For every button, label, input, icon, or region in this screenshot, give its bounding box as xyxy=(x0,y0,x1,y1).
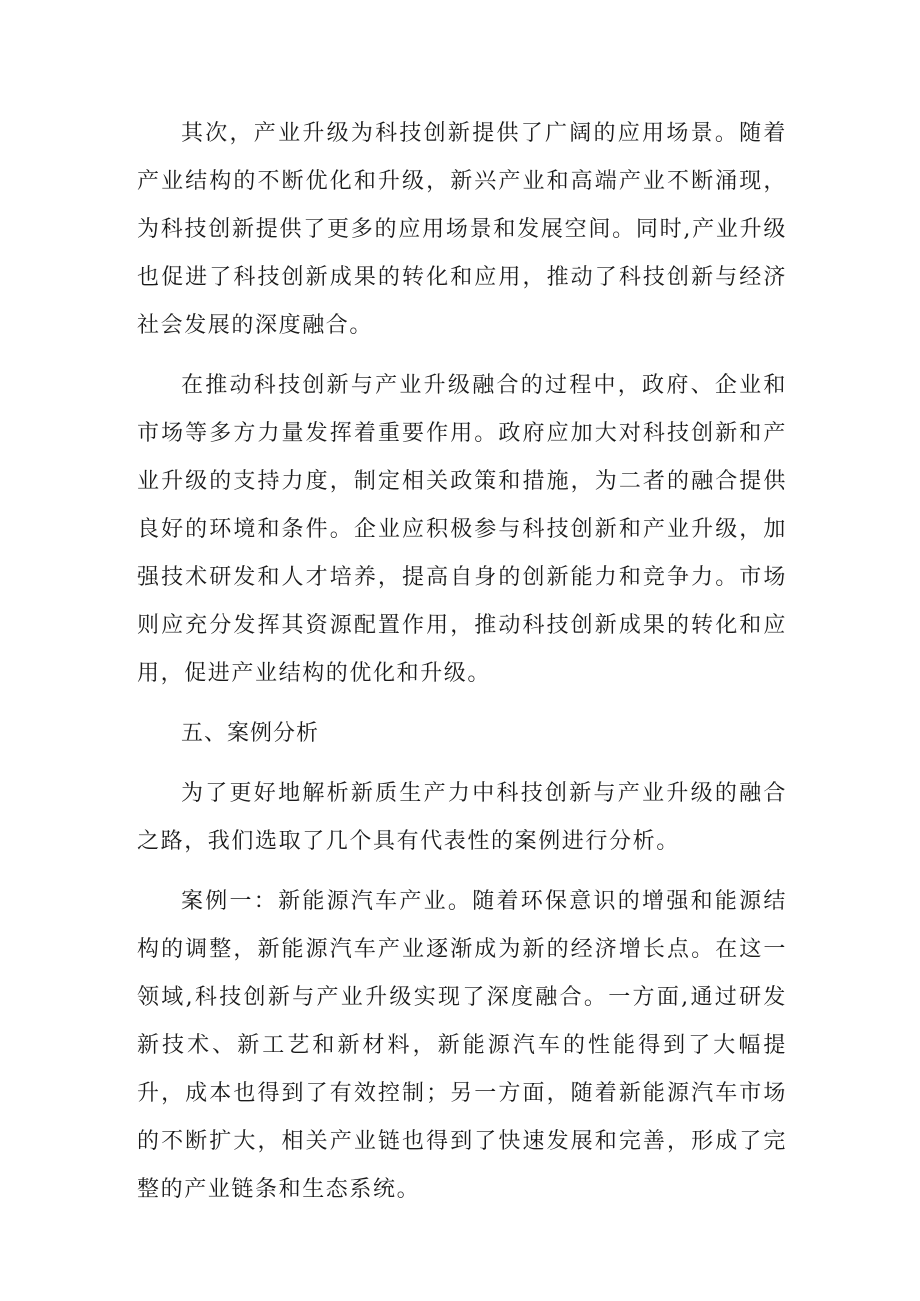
paragraph-multi-party-forces: 在推动科技创新与产业升级融合的过程中，政府、企业和市场等多方力量发挥着重要作用。政府应加大对科技创新和产业升级的支持力度，制定相关政策和措施，为二者的融合提供良好的环境和条件。企业应积极参与科技创新和产业升级，加强技术研发和人才培养，提高自身的创新能力和竞争力。市场则应充分发挥其资源配置作用，推动科技创新成果的转化和应用，促进产业结构的优化和升级。 xyxy=(137,373,787,686)
paragraph-case-intro: 为了更好地解析新质生产力中科技创新与产业升级的融合之路，我们选取了几个具有代表性的案例进行分析。 xyxy=(137,781,787,854)
paragraph-spacer xyxy=(137,866,787,878)
paragraph-spacer xyxy=(137,698,787,710)
paragraph-spacer xyxy=(137,350,787,362)
paragraph-spacer xyxy=(137,758,787,770)
paragraph-case-one-nev: 案例一：新能源汽车产业。随着环保意识的增强和能源结构的调整，新能源汽车产业逐渐成为新的经济增长点。在这一领域,科技创新与产业升级实现了深度融合。一方面,通过研发新技术、新工艺和新材料，新能源汽车的性能得到了大幅提升，成本也得到了有效控制；另一方面，随着新能源汽车市场的不断扩大，相关产业链也得到了快速发展和完善，形成了完整的产业链条和生态系统。 xyxy=(137,889,787,1202)
paragraph-industrial-upgrade-scenarios: 其次，产业升级为科技创新提供了广阔的应用场景。随着产业结构的不断优化和升级，新兴产业和高端产业不断涌现，为科技创新提供了更多的应用场景和发展空间。同时,产业升级也促进了科技创新成果的转化和应用，推动了科技创新与经济社会发展的深度融合。 xyxy=(137,121,787,338)
document-body xyxy=(137,110,787,1214)
section-heading-case-analysis: 五、案例分析 xyxy=(181,721,320,746)
